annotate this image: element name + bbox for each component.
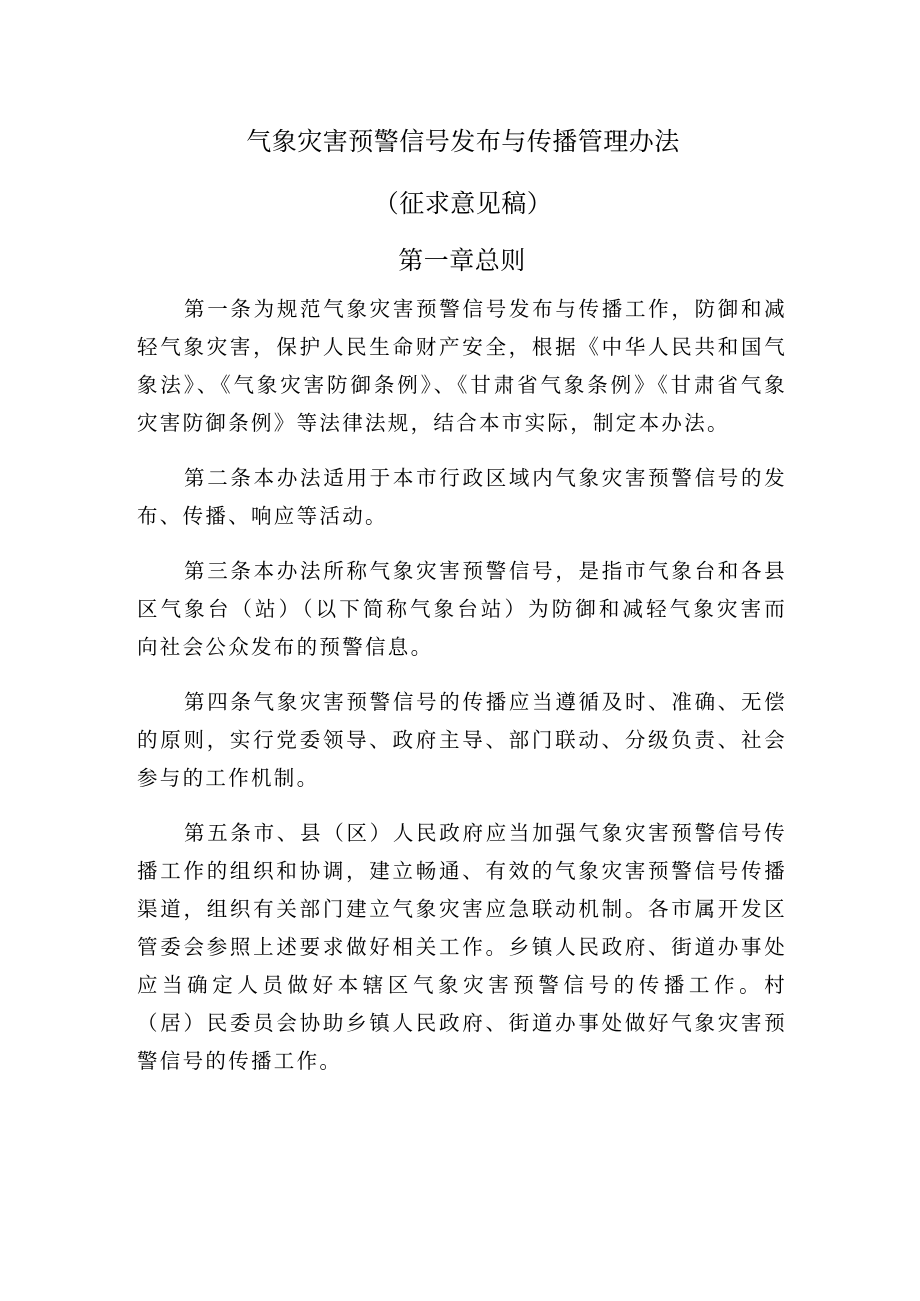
article-4-paragraph: 第四条气象灾害预警信号的传播应当遵循及时、准确、无偿的原则，实行党委领导、政府主导、部门联动、分级负责、社会参与的工作机制。 [137,690,787,790]
article-2-paragraph: 第二条本办法适用于本市行政区域内气象灾害预警信号的发布、传播、响应等活动。 [137,466,787,528]
chapter-heading: 第一章总则 [398,246,526,275]
article-1-paragraph: 第一条为规范气象灾害预警信号发布与传播工作，防御和减轻气象灾害，保护人民生命财产安全，根据《中华人民共和国气象法》、《气象灾害防御条例》、《甘肃省气象条例》《甘肃省气象灾害防御条例》等法律法规，结合本市实际，制定本办法。 [137,297,787,435]
article-5-paragraph: 第五条市、县（区）人民政府应当加强气象灾害预警信号传播工作的组织和协调，建立畅通、有效的气象灾害预警信号传播渠道，组织有关部门建立气象灾害应急联动机制。各市属开发区管委会参照上述要求做好相关工作。乡镇人民政府、街道办事处应当确定人员做好本辖区气象灾害预警信号的传播工作。村（居）民委员会协助乡镇人民政府、街道办事处做好气象灾害预警信号的传播工作。 [137,821,787,1073]
document-title: 气象灾害预警信号发布与传播管理办法 [246,127,680,156]
article-3-paragraph: 第三条本办法所称气象灾害预警信号，是指市气象台和各县区气象台（站）（以下简称气象台站）为防御和减轻气象灾害而向社会公众发布的预警信息。 [137,559,787,659]
document-subtitle: （征求意见稿） [373,189,553,218]
document-body [137,290,787,1097]
